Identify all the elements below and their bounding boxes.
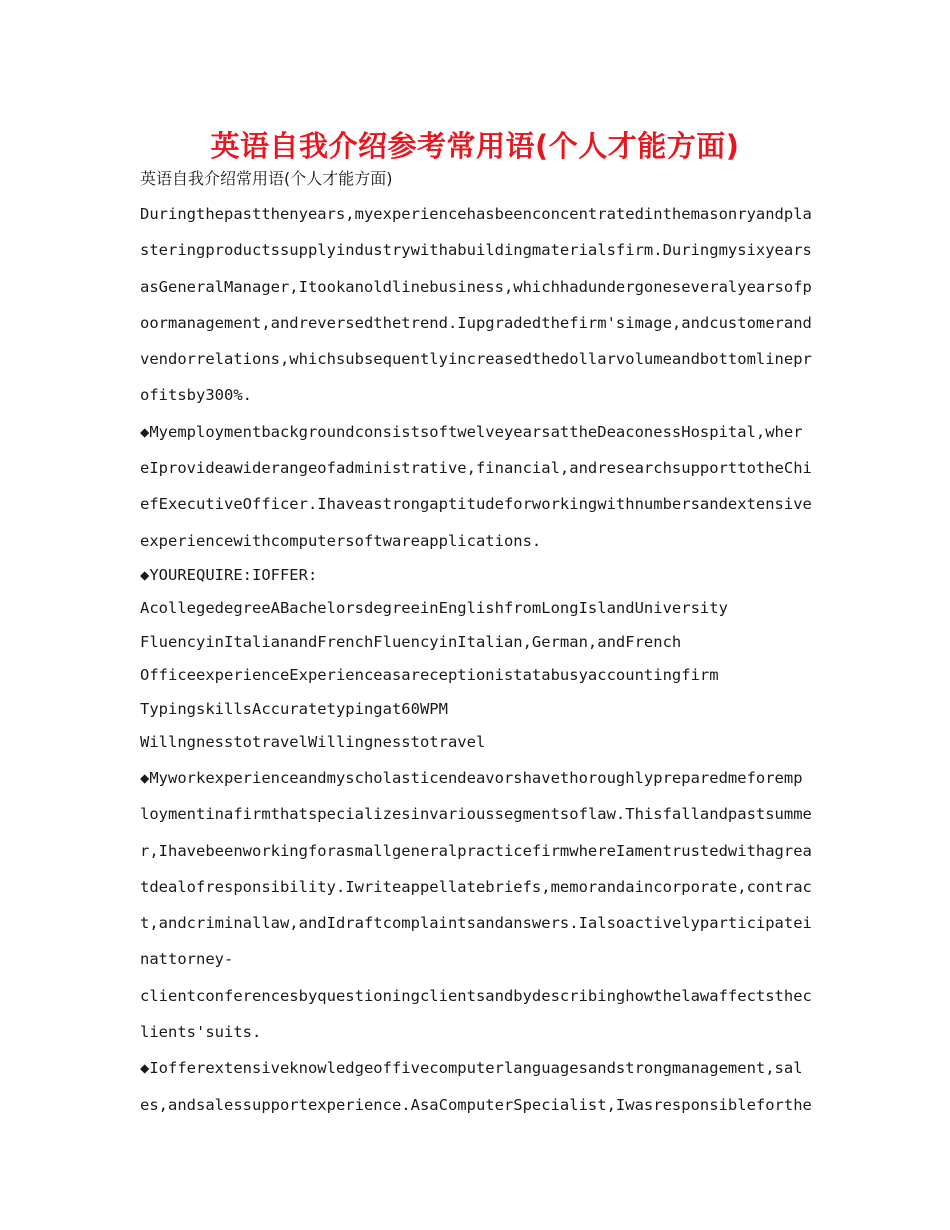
paragraph-law bbox=[140, 760, 812, 1050]
paragraph-computer bbox=[140, 1050, 812, 1123]
text-line: asGeneralManager,Itookanoldlinebusiness,whichhadundergoneseveralyearsofp bbox=[140, 277, 812, 296]
text-line: tdealofresponsibility.Iwriteappellatebriefs,memorandaincorporate,contrac bbox=[140, 877, 812, 896]
document-title: 英语自我介绍参考常用语(个人才能方面) bbox=[210, 129, 740, 163]
text-line: ofitsby300%. bbox=[140, 386, 252, 405]
text-line: lients'suits. bbox=[140, 1023, 262, 1042]
text-line: ◆Myworkexperienceandmyscholasticendeavorshavethoroughlypreparedmeforemp bbox=[140, 768, 803, 787]
list-item: ◆YOUREQUIRE:IOFFER: bbox=[140, 565, 318, 584]
paragraph-employment bbox=[140, 414, 812, 559]
text-line: es,andsalessupportexperience.AsaComputerSpecialist,Iwasresponsibleforthe bbox=[140, 1095, 812, 1114]
text-line: loymentinafirmthatspecializesinvarioussegmentsoflaw.Thisfallandpastsumme bbox=[140, 805, 812, 824]
list-item: WillngnesstotravelWillingnesstotravel bbox=[140, 733, 486, 752]
document-subtitle: 英语自我介绍常用语(个人才能方面) bbox=[140, 169, 393, 188]
text-line: clientconferencesbyquestioningclientsandbydescribinghowthelawaffectsthec bbox=[140, 986, 812, 1005]
text-line: Duringthepastthenyears,myexperiencehasbeenconcentratedinthemasonryandpla bbox=[140, 205, 812, 223]
text-line: r,IhavebeenworkingforasmallgeneralpracticefirmwhereIamentrustedwithagrea bbox=[140, 841, 812, 860]
text-line: ◆Iofferextensiveknowledgeoffivecomputerlanguagesandstrongmanagement,sal bbox=[140, 1059, 803, 1078]
document-body bbox=[140, 166, 812, 1123]
text-line: steringproductssupplyindustrywithabuildingmaterialsfirm.Duringmysixyears bbox=[140, 241, 812, 260]
text-line: oormanagement,andreversedthetrend.Iupgradedthefirm'simage,andcustomerand bbox=[140, 313, 812, 332]
require-offer-list bbox=[140, 559, 812, 760]
paragraph-experience bbox=[140, 196, 812, 414]
list-item: OfficeexperienceExperienceasareceptionistatabusyaccountingfirm bbox=[140, 666, 719, 685]
text-line: t,andcriminallaw,andIdraftcomplaintsandanswers.Ialsoactivelyparticipatei bbox=[140, 914, 812, 933]
text-line: ◆MyemploymentbackgroundconsistsoftwelveyearsattheDeaconessHospital,wher bbox=[140, 422, 803, 441]
text-line: eIprovideawiderangeofadministrative,financial,andresearchsupporttotheChi bbox=[140, 459, 812, 478]
text-line: nattorney- bbox=[140, 950, 234, 969]
text-line: experiencewithcomputersoftwareapplications. bbox=[140, 531, 542, 550]
list-item: AcollegedegreeABachelorsdegreeinEnglishfromLongIslandUniversity bbox=[140, 599, 728, 618]
text-line: vendorrelations,whichsubsequentlyincreasedthedollarvolumeandbottomlinepr bbox=[140, 350, 812, 369]
text-line: efExecutiveOfficer.Ihaveastrongaptitudeforworkingwithnumbersandextensive bbox=[140, 495, 812, 514]
list-item: FluencyinItalianandFrenchFluencyinItalian,German,andFrench bbox=[140, 632, 682, 651]
list-item: TypingskillsAccuratetypingat60WPM bbox=[140, 699, 448, 718]
